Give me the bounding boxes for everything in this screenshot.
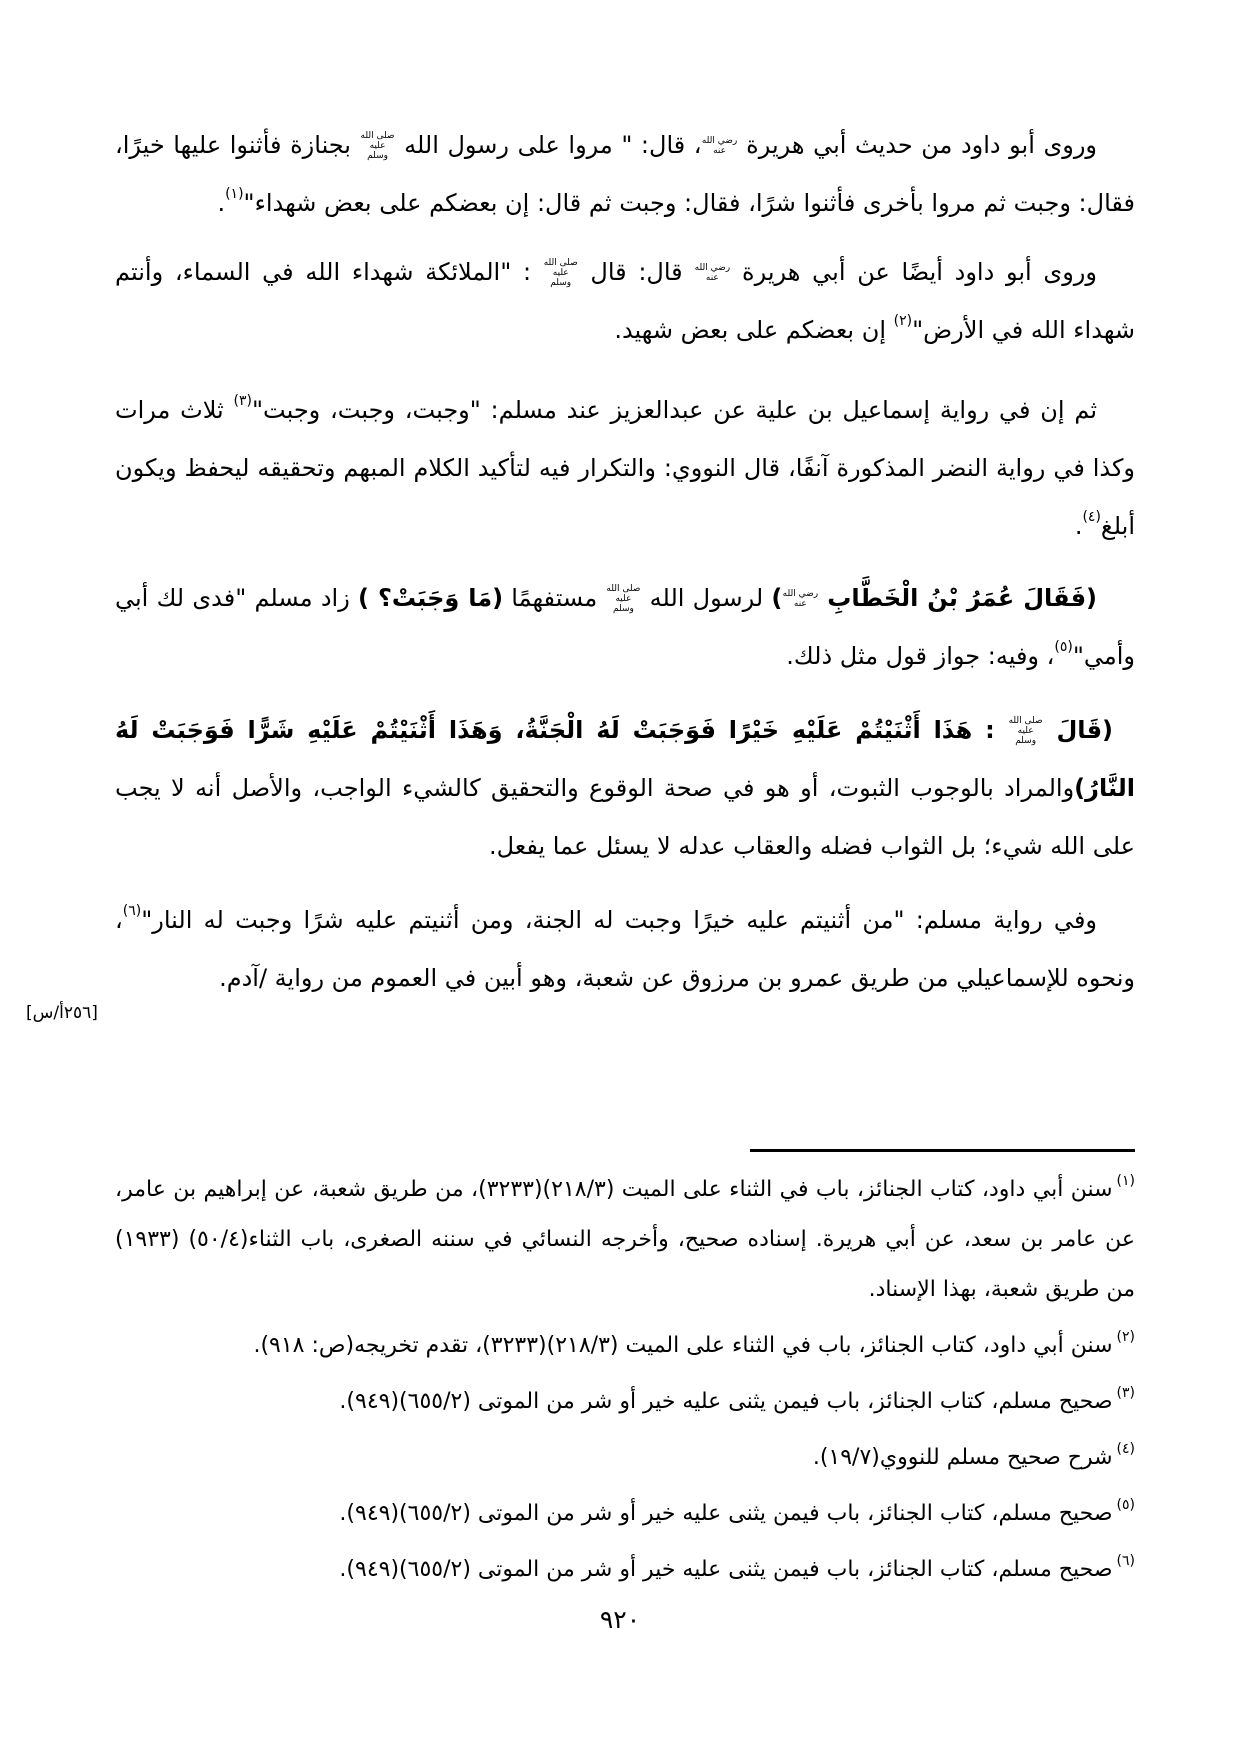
honorific-mark: صلى الله عليه وسلم xyxy=(606,584,641,614)
text-segment: وفي رواية مسلم: "من أثنيتم عليه خيرًا وجبت له الجنة، ومن أثنيتم عليه شرًا وجبت له النار" xyxy=(141,906,1097,934)
text-segment: إن بعضكم على بعض شهيد. xyxy=(614,316,894,344)
footnote-reference: (٥) xyxy=(1054,639,1073,655)
footnote xyxy=(115,1321,1135,1371)
text-segment: (مَا وَجَبَتْ؟ ) xyxy=(358,584,504,612)
paragraph xyxy=(115,381,1135,555)
text-segment: ، وفيه: جواز قول مثل ذلك. xyxy=(786,642,1055,670)
honorific-mark: صلى الله عليه وسلم xyxy=(360,131,395,161)
footnote-reference: (٣) xyxy=(233,393,252,409)
text-segment: بجنازة فأثنوا عليها خيرًا، فقال: وجبت ثم مروا بأخرى فأثنوا شرًا، فقال: وجبت ثم قال: إن بعضكم على بعض شهداء" xyxy=(115,131,1135,217)
folio-margin-note: [٢٥٦أ/س] xyxy=(26,1003,98,1023)
footnote-reference: (١) xyxy=(225,186,244,202)
footnote-reference: (٦) xyxy=(122,903,142,919)
paragraph xyxy=(115,116,1135,232)
text-segment: ثلاث مرات وكذا في رواية النضر المذكورة آنفًا، قال النووي: والتكرار فيه لتأكيد الكلام المبهم وتحقيقه ليحفظ ويكون أبلغ xyxy=(115,396,1135,540)
paragraph xyxy=(115,891,1135,1007)
text-segment: ، ونحوه للإسماعيلي من طريق عمرو بن مرزوق عن شعبة، وهو أبين في العموم من رواية /آدم. xyxy=(115,906,1135,992)
paragraph xyxy=(115,701,1135,875)
footnote-separator xyxy=(750,1149,1135,1152)
footnote-text: سنن أبي داود، كتاب الجنائز، باب في الثناء على الميت (٢١٨/٣)(٣٢٣٣)، تقدم تخريجه(ص: ٩١٨). xyxy=(253,1333,1113,1358)
text-segment: . xyxy=(217,189,226,217)
text-segment: : هَذَا أَثْنَيْتُمْ عَلَيْهِ خَيْرًا فَوَجَبَتْ لَهُ الْجَنَّةُ، وَهَذَا أَثْنَيْتُمْ عَلَيْهِ شَرًّا فَوَجَبَتْ لَهُ النَّارُ) xyxy=(115,716,1135,802)
footnote-reference: (٢) xyxy=(893,313,913,329)
footnote xyxy=(115,1433,1135,1483)
footnote xyxy=(115,1489,1135,1539)
paragraph xyxy=(115,569,1135,685)
honorific-mark: رضي الله عنه xyxy=(701,136,738,156)
honorific-mark: رضي الله عنه xyxy=(782,589,819,609)
text-segment: ، قال: " مروا على رسول الله xyxy=(395,131,702,159)
footnote-marker: (٤) xyxy=(1116,1441,1135,1457)
text-segment: ) xyxy=(771,584,783,612)
text-segment: ثم إن في رواية إسماعيل بن علية عن عبدالعزيز عند مسلم: "وجبت، وجبت، وجبت" xyxy=(251,396,1097,424)
text-segment: وروى أبو داود من حديث أبي هريرة xyxy=(737,131,1098,159)
text-segment: قال: قال xyxy=(578,258,695,286)
footnote-reference: (٤) xyxy=(1082,509,1101,525)
footnote-marker: (١) xyxy=(1116,1173,1135,1189)
footnote-text: صحيح مسلم، كتاب الجنائز، باب فيمن يثنى عليه خير أو شر من الموتى (٦٥٥/٢)(٩٤٩). xyxy=(339,1389,1113,1414)
footnote-text: شرح صحيح مسلم للنووي(١٩/٧). xyxy=(812,1445,1113,1470)
honorific-mark: رضي الله عنه xyxy=(694,263,731,283)
footnotes-section xyxy=(115,1149,1135,1595)
text-segment: وروى أبو داود أيضًا عن أبي هريرة xyxy=(730,258,1097,286)
page-number: ٩٢٠ xyxy=(599,1605,641,1634)
honorific-mark: صلى الله عليه وسلم xyxy=(1008,716,1043,746)
text-segment: مستفهمًا xyxy=(503,584,606,612)
text-segment: زاد مسلم "فدى لك أبي وأمي" xyxy=(115,584,1135,670)
text-segment: لرسول الله xyxy=(641,584,772,612)
footnote xyxy=(115,1545,1135,1595)
footnote-list xyxy=(115,1165,1135,1595)
footnote-marker: (٦) xyxy=(1116,1553,1135,1569)
text-segment: . xyxy=(1074,512,1083,540)
footnote-text: سنن أبي داود، كتاب الجنائز، باب في الثناء على الميت (٢١٨/٣)(٣٢٣٣)، من طريق شعبة، عن إبراهيم بن عامر، عن عامر بن سعد، عن أبي هريرة. إسناده صحيح، وأخرجه النسائي في سننه الصغرى، باب الثناء(٥٠/٤) (١٩٣٣) من طريق شعبة، بهذا الإسناد. xyxy=(115,1177,1135,1302)
text-segment: : "الملائكة شهداء الله في السماء، وأنتم شهداء الله في الأرض" xyxy=(115,258,1135,344)
paragraph xyxy=(115,243,1135,359)
text-segment: والمراد بالوجوب الثبوت، أو هو في صحة الوقوع والتحقيق كالشيء الواجب، والأصل أنه لا يجب على الله شيء؛ بل الثواب فضله والعقاب عدله لا يسئل عما يفعل. xyxy=(115,774,1135,860)
footnote-marker: (٥) xyxy=(1116,1497,1135,1513)
footnote xyxy=(115,1165,1135,1315)
body-paragraphs xyxy=(115,116,1135,1007)
footnote-text: صحيح مسلم، كتاب الجنائز، باب فيمن يثنى عليه خير أو شر من الموتى (٦٥٥/٢)(٩٤٩). xyxy=(339,1557,1113,1582)
footnote xyxy=(115,1377,1135,1427)
footnote-marker: (٣) xyxy=(1116,1385,1135,1401)
footnote-text: صحيح مسلم، كتاب الجنائز، باب فيمن يثنى عليه خير أو شر من الموتى (٦٥٥/٢)(٩٤٩). xyxy=(339,1501,1113,1526)
text-segment: (قَالَ xyxy=(1043,716,1114,744)
text-segment: (فَقَالَ عُمَرُ بْنُ الْخَطَّابِ xyxy=(818,584,1098,612)
footnote-marker: (٢) xyxy=(1116,1329,1135,1345)
honorific-mark: صلى الله عليه وسلم xyxy=(543,258,578,288)
